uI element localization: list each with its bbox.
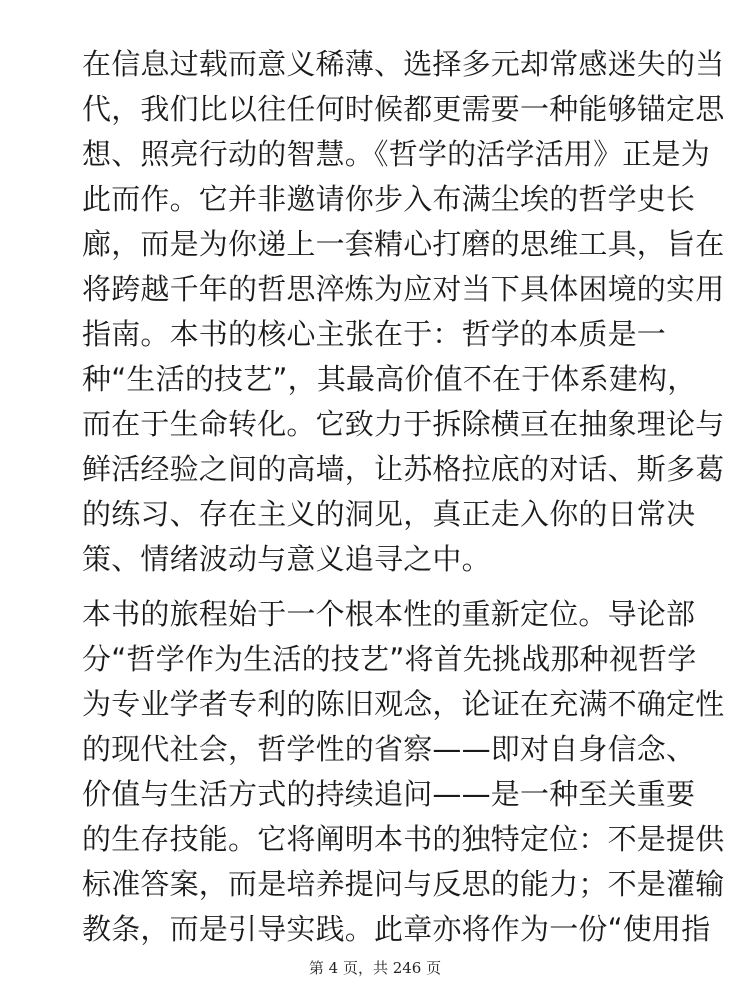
text-line: 教条，而是引导实践。此章亦将作为一份“使用指 [82,912,711,946]
text-line: 代，我们比以往任何时候都更需要一种能够锚定思 [82,92,725,126]
text-line: 的生存技能。它将阐明本书的独特定位：不是提供 [82,822,725,856]
text-line: 想、照亮行动的智慧。《哲学的活学活用》正是为 [82,137,710,171]
text-line: 的现代社会，哲学性的省察——即对自身信念、 [82,732,696,766]
paragraph-2 [82,592,725,952]
text-line: 廊，而是为你递上一套精心打磨的思维工具，旨在 [82,227,725,261]
text-line: 策、情绪波动与意义追寻之中。 [82,542,491,576]
text-line: 为专业学者专利的陈旧观念，论证在充满不确定性 [82,687,725,721]
page-number: 第 4 页，共 246 页 [308,959,442,977]
text-line: 标准答案，而是培养提问与反思的能力；不是灌输 [82,867,725,901]
text-line: 将跨越千年的哲思淬炼为应对当下具体困境的实用 [82,272,725,306]
text-line: 指南。本书的核心主张在于：哲学的本质是一 [82,317,667,351]
paragraph-1 [82,42,725,582]
text-line: 而在于生命转化。它致力于拆除横亘在抽象理论与 [82,407,725,441]
text-line: 鲜活经验之间的高墙，让苏格拉底的对话、斯多葛 [82,452,725,486]
document-body [82,42,725,952]
text-line: 此而作。它并非邀请你步入布满尘埃的哲学史长 [82,182,696,216]
text-line: 在信息过载而意义稀薄、选择多元却常感迷失的当 [82,47,725,81]
text-line: 分“哲学作为生活的技艺”将首先挑战那种视哲学 [82,642,697,676]
text-line: 种“生活的技艺”，其最高价值不在于体系建构， [82,362,697,396]
text-line: 的练习、存在主义的洞见，真正走入你的日常决 [82,497,696,531]
text-line: 本书的旅程始于一个根本性的重新定位。导论部 [82,597,696,631]
text-line: 价值与生活方式的持续追问——是一种至关重要 [82,777,696,811]
